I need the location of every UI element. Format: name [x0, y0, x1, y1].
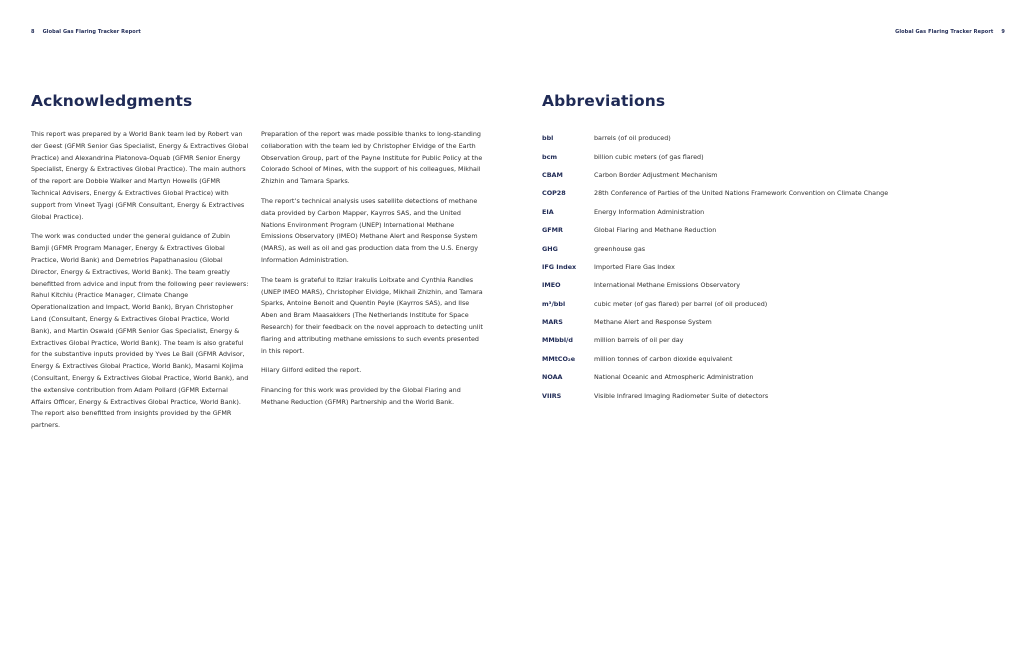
- abbreviation-row: [542, 221, 1012, 239]
- page-number: 8: [31, 29, 35, 35]
- abbreviation-row: [542, 147, 1012, 165]
- abbreviation-row: [542, 295, 1012, 313]
- abbreviation-row: [542, 386, 1012, 404]
- abbreviation-term: CBAM: [542, 170, 563, 179]
- abbreviation-definition: million barrels of oil per day: [594, 336, 684, 345]
- abbreviation-term: bcm: [542, 152, 558, 161]
- abbreviation-definition: 28th Conference of Parties of the United Nations Framework Convention on Climate Change: [594, 189, 889, 198]
- right-page: [512, 0, 1024, 663]
- abbreviation-definition: Global Flaring and Methane Reduction: [594, 226, 717, 235]
- paragraph: The work was conducted under the general guidance of Zubin Bamji (GFMR Program Manager, Energy & Extractives Global Practice, World Bank) and Demetrios Papathanasiou (Global Director, Energy & Extractives, World Bank). The team greatly benefitted from advice and input from the following peer reviewers: Rahul Kitchlu (Practice Manager, Climate Change Operationalization and Impact, World Bank), Bryan Christopher Land (Consultant, Energy & Extractives Global Practice, World Bank), and Martin Oswald (GFMR Senior Gas Specialist, Energy & Extractives Global Practice, World Bank). The team is also grateful for the substantive inputs provided by Yves Le Bail (GFMR Advisor, Energy & Extractives Global Practice, World Bank), Masami Kojima (Consultant, Energy & Extractives Global Practice, World Bank), and the extensive contribution from Adam Pollard (GFMR External Affairs Officer, Energy & Extractives Global Practice, World Bank). The report also benefitted from insights provided by the GFMR partners.: [31, 232, 249, 430]
- paragraph: This report was prepared by a World Bank team led by Robert van der Geest (GFMR Senior Gas Specialist, Energy & Extractives Global Practice) and Alexandrina Platonova-Oquab (GFMR Senior Energy Specialist, Energy & Extractives Global Practice). The main authors of the report are Dobbie Walker and Martyn Howells (GFMR Technical Advisers, Energy & Extractives Global Practice) with support from Vineet Tyagi (GFMR Consultant, Energy & Extractives Global Practice).: [31, 130, 249, 221]
- abbreviation-definition: Methane Alert and Response System: [594, 318, 712, 327]
- abbreviation-definition: barrels (of oil produced): [594, 134, 671, 143]
- running-head-right: [895, 29, 1005, 35]
- abbreviation-row: [542, 258, 1012, 276]
- abbreviation-definition: Carbon Border Adjustment Mechanism: [594, 170, 718, 179]
- page-number: 9: [1001, 29, 1005, 35]
- paragraph: Preparation of the report was made possible thanks to long-standing collaboration with the team led by Christopher Elvidge of the Earth Observation Group, part of the Payne Institute for Public Policy at the Colorado School of Mines, with the support of his colleagues, Mikhail Zhizhin and Tamara Sparks.: [261, 130, 483, 186]
- abbreviation-term: GFMR: [542, 226, 563, 235]
- abbreviation-term: GHG: [542, 244, 558, 253]
- paragraph: Hilary Gilford edited the report.: [261, 366, 362, 375]
- running-title: Global Gas Flaring Tracker Report: [895, 29, 994, 35]
- abbreviation-definition: Imported Flare Gas Index: [594, 262, 675, 271]
- abbreviation-row: [542, 203, 1012, 221]
- abbreviation-row: [542, 166, 1012, 184]
- abbreviation-term: MMtCO₂e: [542, 354, 576, 363]
- abbreviation-term: COP28: [542, 189, 566, 198]
- running-head-left: [31, 29, 141, 35]
- abbreviation-term: IFG Index: [542, 262, 577, 271]
- abbreviation-row: [542, 368, 1012, 386]
- paragraph: The team is grateful to Itziar Irakulis Loitxate and Cynthia Randles (UNEP IMEO MARS), Christopher Elvidge, Mikhail Zhizhin, and Tamara Sparks, Antoine Benoit and Quentin Peyle (Kayrros SAS), and Ilse Aben and Bram Maasakkers (The Netherlands Institute for Space Research) for their feedback on the novel approach to detecting unlit flaring and attributing methane emissions to such events presented in this report.: [261, 275, 483, 355]
- abbreviation-term: VIIRS: [542, 391, 562, 400]
- abbreviation-row: [542, 239, 1012, 257]
- paragraph: Financing for this work was provided by the Global Flaring and Methane Reduction (GFMR) Partnership and the World Bank.: [261, 386, 461, 406]
- abbreviation-row: [542, 331, 1012, 349]
- abbreviation-term: IMEO: [542, 281, 561, 290]
- abbreviation-row: [542, 350, 1012, 368]
- abbreviation-definition: greenhouse gas: [594, 244, 646, 253]
- abbreviation-row: [542, 184, 1012, 202]
- abbreviation-definition: billion cubic meters (of gas flared): [594, 152, 704, 161]
- abbreviation-row: [542, 276, 1012, 294]
- abbreviation-term: EIA: [542, 207, 554, 216]
- abbreviation-row: [542, 313, 1012, 331]
- abbreviation-definition: cubic meter (of gas flared) per barrel (of oil produced): [594, 299, 768, 308]
- abbreviation-term: NOAA: [542, 373, 563, 382]
- abbreviation-term: MMbbl/d: [542, 336, 573, 345]
- abbreviation-definition: National Oceanic and Atmospheric Administration: [594, 373, 754, 382]
- abbreviation-term: bbl: [542, 134, 554, 143]
- abbreviations-heading: Abbreviations: [542, 92, 666, 110]
- abbreviation-term: m³/bbl: [542, 299, 566, 308]
- paragraph: The report’s technical analysis uses satellite detections of methane data provided by Carbon Mapper, Kayrros SAS, and the United Nations Environment Program (UNEP) International Methane Emissions Observatory (IMEO) Methane Alert and Response System (MARS), as well as oil and gas production data from the U.S. Energy Information Administration.: [261, 196, 479, 264]
- acknowledgments-heading: Acknowledgments: [31, 92, 193, 110]
- abbreviation-term: MARS: [542, 318, 563, 327]
- acknowledgments-column-2: [261, 129, 485, 417]
- abbreviation-definition: Visible Infrared Imaging Radiometer Suite of detectors: [594, 391, 769, 400]
- acknowledgments-column-1: [31, 129, 249, 440]
- abbreviations-list: [542, 129, 1012, 405]
- abbreviation-definition: million tonnes of carbon dioxide equivalent: [594, 354, 733, 363]
- running-title: Global Gas Flaring Tracker Report: [42, 29, 141, 35]
- abbreviation-row: [542, 129, 1012, 147]
- abbreviation-definition: International Methane Emissions Observatory: [594, 281, 741, 290]
- abbreviation-definition: Energy Information Administration: [594, 207, 705, 216]
